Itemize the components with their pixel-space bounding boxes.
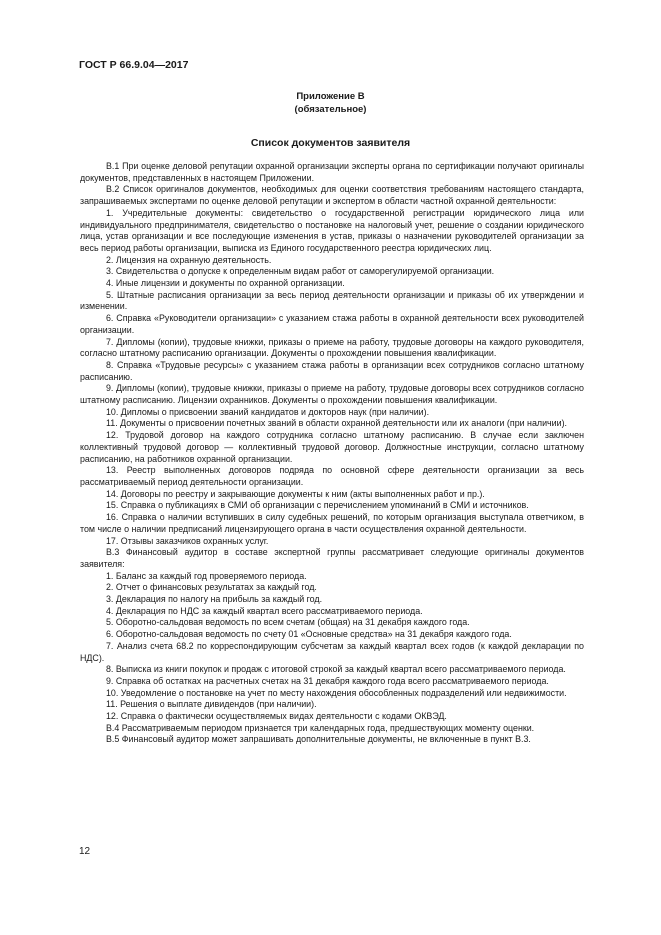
list-item: 5. Оборотно-сальдовая ведомость по всем счетам (общая) на 31 декабря каждого года.	[106, 617, 470, 628]
appendix-label: Приложение В	[296, 91, 365, 102]
section-title: Список документов заявителя	[250, 137, 411, 149]
list-item: 8. Справка «Трудовые ресурсы» с указанием стажа работы в организации всех сотрудников согласно штатному расписанию.	[80, 359, 584, 382]
document-standard-header: ГОСТ Р 66.9.04—2017	[79, 59, 189, 71]
list-item: 4. Иные лицензии и документы по охранной организации.	[106, 278, 345, 289]
paragraph: В.3 Финансовый аудитор в составе экспертной группы рассматривает следующие оригиналы документов заявителя:	[80, 547, 584, 569]
paragraph: В.4 Рассматриваемым периодом признается три календарных года, предшествующих моменту оценки.	[106, 722, 535, 733]
paragraph: В.2 Список оригиналов документов, необходимых для оценки соответствия требованиям настоящего стандарта, запрашиваемых экспертами по оценке деловой репутации и экспертом в области частной охранной деятельности:	[80, 184, 584, 207]
list-item: 9. Дипломы (копии), трудовые книжки, приказы о приеме на работу, трудовые договоры всех сотрудников согласно штатному расписанию. Лицензии охранников. Документы о прохождении повышения квалификации.	[80, 383, 584, 406]
list-item: 12. Трудовой договор на каждого сотрудника согласно штатному расписанию. В случае если заключен коллективный трудовой договор — коллективный трудовой договор. Должностные инструкции, согласно штатному расписанию, на работников охранной организации.	[80, 430, 584, 464]
list-item: 8. Выписка из книги покупок и продаж с итоговой строкой за каждый квартал всего рассматриваемого периода.	[106, 664, 566, 675]
list-item: 14. Договоры по реестру и закрывающие документы к ним (акты выполненных работ и пр.).	[106, 488, 485, 499]
list-item: 6. Оборотно-сальдовая ведомость по счету 01 «Основные средства» на 31 декабря каждого года.	[106, 629, 512, 640]
paragraph: В.1 При оценке деловой репутации охранной организации эксперты органа по сертификации получают оригиналы документов, представленных в настоящем Приложении.	[80, 161, 584, 183]
paragraph: В.5 Финансовый аудитор может запрашивать дополнительные документы, не включенные в пункт В.3.	[106, 734, 531, 745]
list-item: 6. Справка «Руководители организации» с указанием стажа работы в охранной деятельности всех руководителей организации.	[80, 313, 584, 335]
page-number: 12	[79, 846, 91, 857]
list-item: 2. Отчет о финансовых результатах за каждый год.	[106, 582, 317, 593]
list-item: 16. Справка о наличии вступивших в силу судебных решений, по которым организация выступала ответчиком, в том числе о наличии предписаний лицензирующего органа в части осуществления охранной деятельности.	[80, 512, 584, 534]
list-item: 11. Решения о выплате дивидендов (при наличии).	[106, 699, 317, 710]
list-item: 10. Уведомление о постановке на учет по месту нахождения обособленных подразделений или недвижимости.	[106, 687, 567, 698]
list-item: 7. Дипломы (копии), трудовые книжки, приказы о приеме на работу, трудовые договоры на каждого руководителя, согласно штатному расписанию организации. Документы о прохождении повышения квалификации.	[80, 336, 584, 359]
list-item: 9. Справка об остатках на расчетных счетах на 31 декабря каждого года всего рассматриваемого периода.	[106, 675, 549, 686]
list-item: 1. Учредительные документы: свидетельство о государственной регистрации юридического лица или индивидуального предпринимателя, свидетельство о постановке на налоговый учет, решение о создании юридического лица, устав организации и все последующие изменения в устав, приказы о назначении руководителей организации за весь период работы организации, выписка из Единого государственного реестра юридических лиц.	[80, 207, 584, 253]
list-item: 2. Лицензия на охранную деятельность.	[106, 254, 272, 265]
list-item: 3. Декларация по налогу на прибыль за каждый год.	[106, 594, 323, 605]
list-item: 7. Анализ счета 68.2 по корреспондирующим субсчетам за каждый квартал всех годов (к каждой декларации по НДС).	[80, 640, 584, 663]
document-body	[80, 161, 584, 746]
list-item: 1. Баланс за каждый год проверяемого периода.	[106, 570, 307, 581]
list-item: 12. Справка о фактически осуществляемых видах деятельности с кодами ОКВЭД.	[106, 711, 447, 722]
list-item: 10. Дипломы о присвоении званий кандидатов и докторов наук (при наличии).	[106, 406, 430, 417]
list-item: 4. Декларация по НДС за каждый квартал всего рассматриваемого периода.	[106, 605, 423, 616]
list-item: 13. Реестр выполненных договоров подряда по основной сфере деятельности организации за весь рассматриваемый период деятельности организации.	[80, 465, 584, 487]
list-item: 3. Свидетельства о допуске к определенным видам работ от саморегулируемой организации.	[106, 266, 495, 277]
list-item: 17. Отзывы заказчиков охранных услуг.	[106, 535, 269, 546]
appendix-status: (обязательное)	[294, 104, 367, 115]
list-item: 15. Справка о публикациях в СМИ об организации с перечислением упоминаний в СМИ и источников.	[106, 500, 529, 511]
list-item: 11. Документы о присвоении почетных званий в области охранной деятельности или их аналоги (при наличии).	[106, 418, 567, 429]
list-item: 5. Штатные расписания организации за весь период деятельности организации и приказы об их утверждении и изменении.	[80, 289, 584, 312]
